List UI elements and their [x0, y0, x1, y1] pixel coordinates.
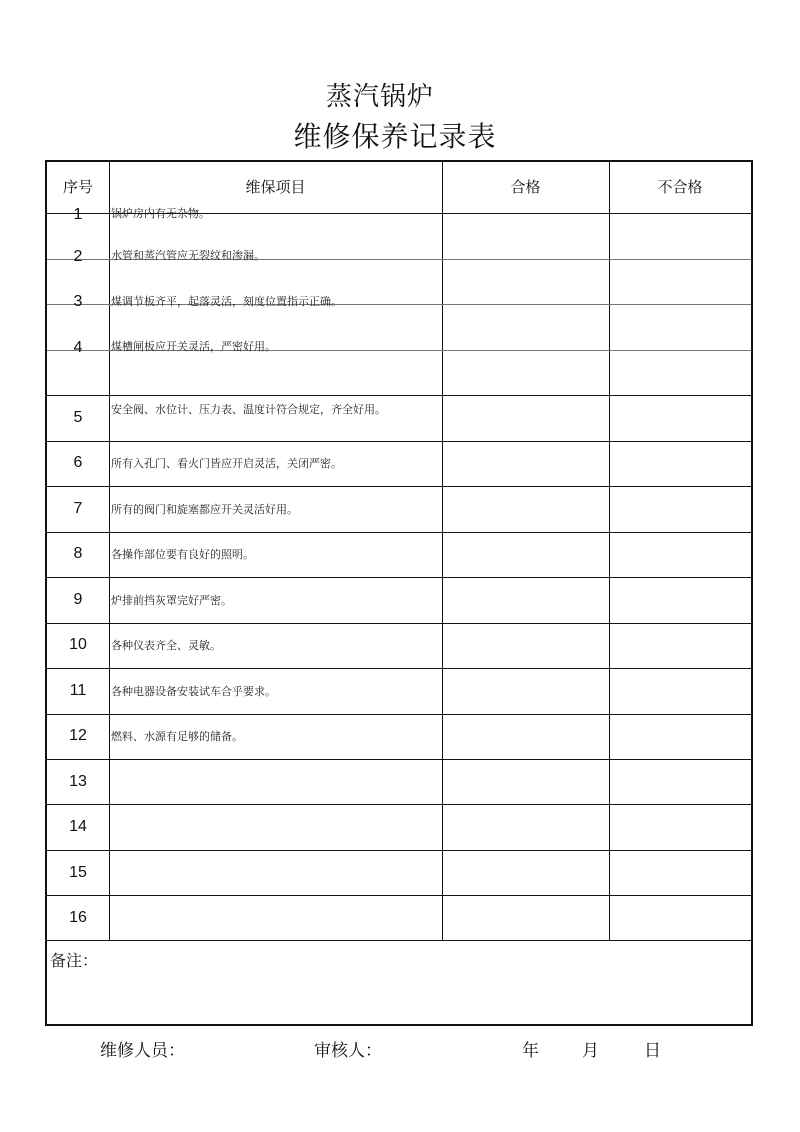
row-item: 各操作部位要有良好的照明。 — [111, 548, 254, 561]
row-number: 13 — [69, 773, 87, 790]
row-item: 所有入孔门、看火门皆应开启灵活，关闭严密。 — [111, 457, 342, 470]
header-no: 序号 — [62, 178, 93, 196]
row-item: 安全阀、水位计、压力表、温度计符合规定，齐全好用。 — [111, 403, 386, 416]
row-number: 8 — [73, 545, 83, 562]
reviewer-label: 审核人： — [314, 1041, 382, 1061]
row-item: 各种仪表齐全、灵敏。 — [111, 639, 221, 652]
row-divider — [47, 395, 751, 396]
row-divider — [47, 940, 751, 941]
column-divider — [442, 162, 443, 940]
row-divider — [47, 850, 751, 851]
row-item: 各种电器设备安装试车合乎要求。 — [111, 685, 276, 698]
row-item: 炉排前挡灰罩完好严密。 — [111, 594, 232, 607]
row-number: 11 — [69, 682, 87, 699]
row-divider — [47, 441, 751, 442]
row-number: 7 — [73, 500, 83, 517]
row-number: 4 — [73, 339, 83, 356]
document-title-line1: 蒸汽锅炉 — [325, 82, 434, 112]
row-item: 水管和蒸汽管应无裂纹和渗漏。 — [111, 249, 265, 262]
row-number: 6 — [73, 454, 83, 471]
document-title-line2: 维修保养记录表 — [293, 120, 497, 153]
column-divider — [609, 162, 610, 940]
row-number: 5 — [73, 409, 83, 426]
row-number: 12 — [69, 727, 87, 744]
row-divider — [47, 895, 751, 896]
row-divider — [47, 532, 751, 533]
column-divider — [109, 162, 110, 940]
header-fail: 不合格 — [657, 178, 703, 196]
row-number: 14 — [69, 818, 87, 835]
row-item: 所有的阀门和旋塞都应开关灵活好用。 — [111, 503, 298, 516]
remark-label: 备注： — [50, 951, 99, 970]
maintainer-label: 维修人员： — [100, 1041, 185, 1061]
row-number: 9 — [73, 591, 83, 608]
date-year-label: 年 — [522, 1041, 539, 1061]
row-number: 2 — [73, 248, 83, 265]
row-number: 3 — [73, 293, 83, 310]
row-item: 煤调节板齐平，起落灵活，刻度位置指示正确。 — [111, 295, 342, 308]
row-divider — [47, 759, 751, 760]
row-number: 16 — [69, 909, 87, 926]
row-number: 15 — [69, 864, 87, 881]
row-item: 锅炉房内有无杂物。 — [111, 207, 210, 220]
row-divider — [47, 804, 751, 805]
row-divider — [47, 668, 751, 669]
row-number: 1 — [73, 206, 83, 223]
row-divider — [47, 486, 751, 487]
row-item: 煤槽闸板应开关灵活，严密好用。 — [111, 340, 276, 353]
row-number: 10 — [69, 636, 87, 653]
header-pass: 合格 — [510, 178, 541, 196]
header-item: 维保项目 — [245, 178, 306, 196]
row-divider — [47, 577, 751, 578]
row-divider — [47, 623, 751, 624]
row-divider — [47, 714, 751, 715]
row-item: 燃料、水源有足够的储备。 — [111, 730, 243, 743]
date-month-label: 月 — [582, 1041, 599, 1061]
maintenance-record-table — [45, 160, 753, 1026]
date-day-label: 日 — [644, 1041, 661, 1061]
